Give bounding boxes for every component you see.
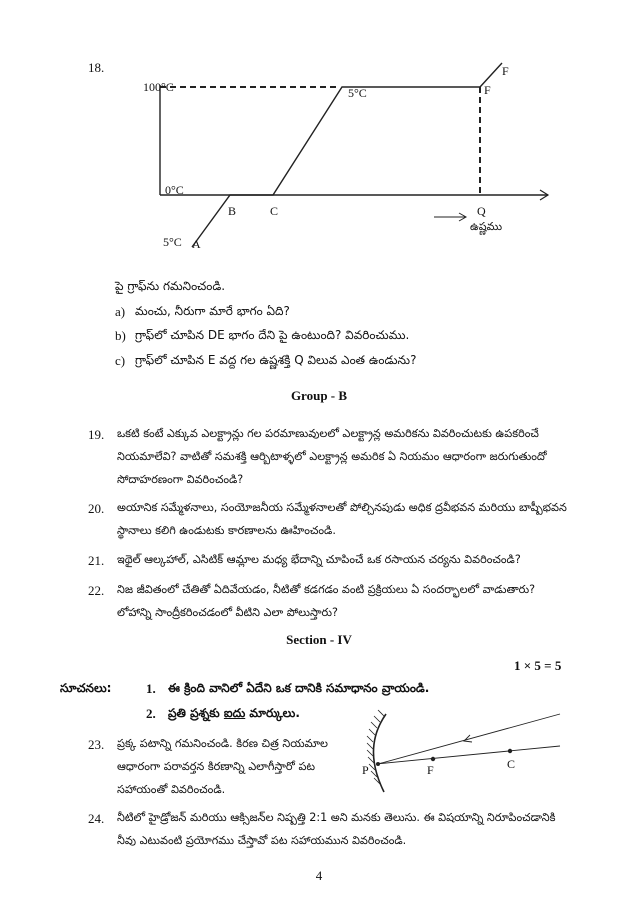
centre-point (508, 749, 512, 753)
concave-mirror (373, 714, 386, 792)
instruction-2-part-b: ఐదు (223, 706, 246, 720)
pole-point (376, 762, 380, 766)
q18-c: గ్రాఫ్‌లో చూపిన E వద్ద గల ఉష్ణశక్తి Q విలువ ఎంత ఉండును? (135, 353, 417, 367)
question-number-20: 20. (88, 501, 105, 516)
section-iv-heading: Section - IV (286, 632, 352, 647)
q18-c-label: c) (115, 353, 126, 368)
question-number-22: 22. (88, 583, 105, 598)
label-F: F (502, 64, 509, 78)
label-focus: F (427, 763, 434, 777)
instruction-1-number: 1. (146, 681, 156, 696)
q19-line1: ఒకటి కంటే ఎక్కువ ఎలక్ట్రాన్లు గల పరమాణువులలో ఎలక్ట్రాన్ల అమరికను వివరించుటకు ఉపకరించే (117, 427, 539, 440)
instruction-1: ఈ క్రింది వానిలో ఏదేని ఒక దానికి సమాధానం వ్రాయండి. (168, 681, 430, 695)
label-centre: C (507, 757, 516, 771)
q20-line1: అయానిక సమ్మేళనాలు, సంయోజనీయ సమ్మేళనాలతో పోల్చినపుడు అధిక ద్రవీభవన మరియు బాష్పీభవన (117, 501, 567, 514)
mirror-ray-diagram (360, 708, 570, 798)
label-minus5c: 5°C (163, 235, 182, 249)
label-Q: Q (477, 204, 486, 218)
label-C: C (270, 204, 279, 218)
q18-intro: పై గ్రాఫ్‌ను గమనించండి. (115, 279, 226, 293)
principal-axis (376, 746, 560, 764)
q18-b: గ్రాఫ్‌లో చూపిన DE భాగం దేని పై ఉంటుంది? వివరించుము. (135, 328, 410, 342)
instruction-2-part-a: ప్రతి ప్రశ్నకు (168, 706, 220, 720)
label-D: 5°C (348, 86, 367, 100)
label-100c: 100°C (143, 80, 174, 94)
instruction-2 (168, 706, 300, 723)
q22-line1: నిజ జీవితంలో చేతితో ఏదివేయడం, నీటితో కడగడం వంటి ప్రక్రియలు ఏ సందర్భాలలో వాడుతారు? (117, 583, 536, 596)
label-heat: ఉష్ణము (470, 220, 503, 233)
heating-curve (192, 63, 502, 247)
q19-line3: సోదాహరణంగా వివరించండి? (117, 473, 244, 486)
q18-b-label: b) (115, 328, 126, 343)
q19-line2: నియమాలేవి? వాటితో సమశక్తి ఆర్బిటాళ్ళలో ఎలక్ట్రాన్ల అమరిక ఏ నియమం ఆధారంగా జరుగుతుందో (117, 450, 547, 463)
q20-line2: స్థానాలు కలిగి ఉండుటకు కారణాలను ఊహించండి. (117, 524, 336, 537)
q24-line1: నీటిలో హైడ్రోజన్ మరియు ఆక్సిజన్‌ల నిష్పత్తి 2:1 అని మనకు తెలుసు. ఈ విషయాన్ని నిరూపించడానికి (117, 811, 556, 824)
question-number-21: 21. (88, 553, 105, 568)
q18-a: మంచు, నీరుగా మారే భాగం ఏది? (135, 304, 290, 318)
marks-summary: 1 × 5 = 5 (514, 658, 562, 673)
incident-ray (378, 714, 560, 764)
label-0c: 0°C (165, 183, 184, 197)
q18-a-label: a) (115, 304, 126, 319)
focus-point (431, 757, 435, 761)
q23-line1: ప్రక్క పటాన్ని గమనించండి. కిరణ చిత్ర నియమాల (117, 737, 328, 750)
q22-line2: లోహాన్ని సాంద్రీకరించడంలో వీటిని ఎలా పోలుస్తారు? (117, 606, 338, 619)
instructions-label: సూచనలు: (60, 681, 112, 695)
heating-curve-graph (130, 55, 570, 255)
q23-line2: ఆధారంగా పరావర్తన కిరణాన్ని ఎలాగీస్తారో పట (117, 760, 316, 773)
page-number: 4 (315, 868, 323, 883)
question-number-18: 18. (88, 60, 105, 75)
q23-line3: సహాయంతో వివరించండి. (117, 783, 226, 796)
question-number-24: 24. (88, 811, 105, 826)
group-b-heading: Group - B (290, 388, 348, 403)
q21-line1: ఇథైల్ ఆల్కహాల్, ఎసిటిక్ ఆమ్లాల మధ్య భేదాన్ని చూపించే ఒక రసాయన చర్యను వివరించండి? (117, 553, 521, 566)
label-E: F (484, 83, 491, 97)
label-B: B (228, 204, 237, 218)
q24-line2: నీవు ఎటువంటి ప్రయోగము చేస్తావో పట సహాయమున వివరించండి. (117, 834, 407, 847)
question-number-23: 23. (88, 737, 105, 752)
label-P: P (362, 763, 369, 777)
instruction-2-number: 2. (146, 706, 156, 721)
label-A: A (192, 237, 201, 251)
question-number-19: 19. (88, 427, 105, 442)
instruction-2-part-c: మార్కులు. (249, 706, 300, 720)
